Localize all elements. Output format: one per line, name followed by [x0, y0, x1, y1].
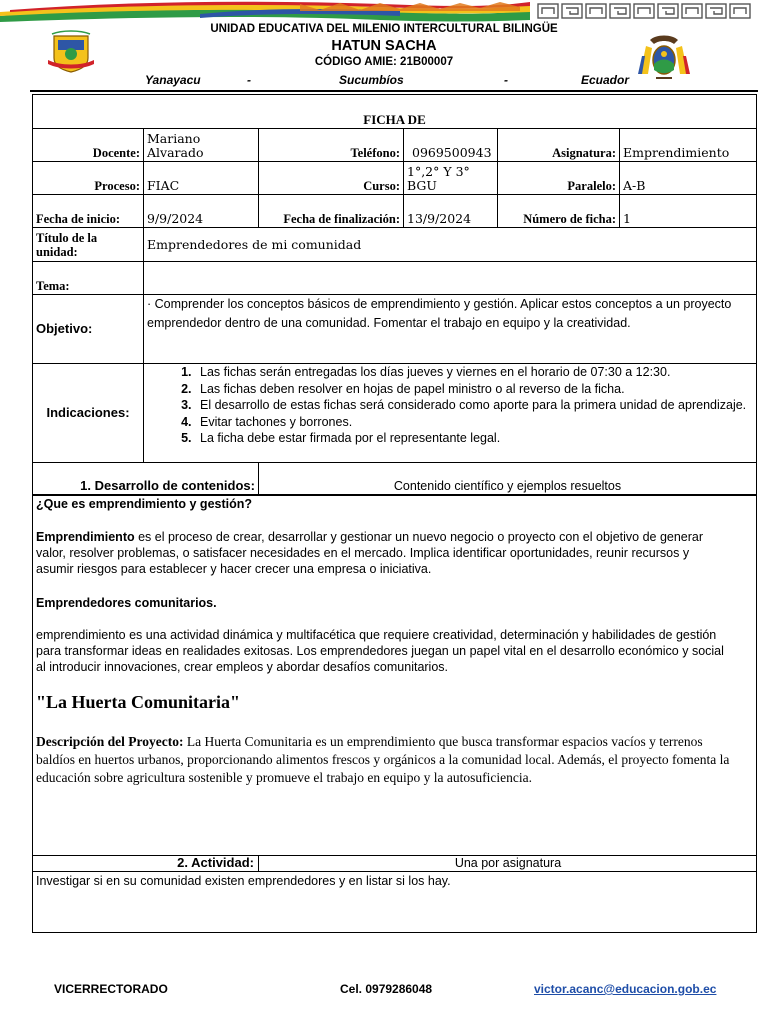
indicaciones-label: Indicaciones:: [33, 364, 144, 463]
school-title: HATUN SACHA: [331, 38, 437, 54]
unidad-label: Título de la unidad:: [33, 228, 144, 262]
numero-ficha-value: 1: [620, 195, 757, 228]
project-description: [36, 733, 730, 787]
curso-label: Curso:: [259, 162, 404, 195]
decorative-band: [0, 0, 768, 24]
info-table: [32, 94, 757, 495]
proceso-label: Proceso:: [33, 162, 144, 195]
actividad-label: 2. Actividad:: [177, 855, 254, 870]
amie-code: CÓDIGO AMIE: 21B00007: [314, 56, 454, 68]
location-parish: Yanayacu: [145, 73, 201, 87]
objetivo-label: Objetivo:: [33, 295, 144, 364]
list-item: 5. La ficha debe estar firmada por el representante legal.: [195, 430, 753, 447]
unidad-value: Emprendedores de mi comunidad: [144, 228, 757, 262]
footer-office: VICERRECTORADO: [54, 982, 168, 996]
paragraph-emprendedores: emprendimiento es una actividad dinámica y multifacética que requiere creatividad, determinación y habilidades de gestión para transformar ideas en realidades exitosas. Los emprendedores juegan un papel vital en el desarrollo económico y social al introducir innovaciones, crear empleos y abordar desafíos comunitarios.: [36, 628, 724, 674]
location-province: Sucumbíos: [339, 73, 404, 87]
paragraph-emprendimiento: [36, 529, 726, 577]
fecha-inicio-label: Fecha de inicio:: [33, 195, 144, 228]
docente-label: Docente:: [33, 129, 144, 162]
question-heading: ¿Que es emprendimiento y gestión?: [36, 497, 253, 511]
asignatura-value: Emprendimiento: [620, 129, 757, 162]
location-separator: -: [247, 73, 251, 87]
actividad-value: Una por asignatura: [454, 856, 562, 870]
location-separator: -: [504, 73, 508, 87]
fecha-fin-label: Fecha de finalización:: [259, 195, 404, 228]
tema-value: [144, 262, 757, 295]
actividad-text: Investigar si en su comunidad existen emprendedores y en listar si los hay.: [36, 874, 451, 888]
docente-value: Mariano Alvarado: [144, 129, 259, 162]
definition-text: es el proceso de crear, desarrollar y gestionar un nuevo negocio o proyecto con el objetivo de generar valor, resolver problemas, o satisfacer necesidades en el mercado. Implica identificar oportunidades, reunir recursos y asumir riesgos para establecer y hacer crecer una empresa o iniciativa.: [36, 530, 704, 576]
description-text: La Huerta Comunitaria es un emprendimiento que busca transformar espacios vacíos y terrenos baldíos en huertos urbanos, proporcionando alimentos frescos y orgánicos a la comunidad local. Además, el proyecto fomenta la educación sobre agricultura sostenible y promueve el trabajo en equipo y la autosuficiencia.: [36, 734, 730, 785]
fecha-inicio-value: 9/9/2024: [144, 195, 259, 228]
telefono-label: Teléfono:: [259, 129, 404, 162]
list-item: 1. Las fichas serán entregadas los días jueves y viernes en el horario de 07:30 a 12:30.: [195, 364, 753, 381]
indicaciones-list: [147, 364, 753, 447]
tema-label: Tema:: [33, 262, 144, 295]
fecha-fin-value: 13/9/2024: [404, 195, 498, 228]
footer-phone: Cel. 0979286048: [340, 982, 433, 996]
numero-ficha-label: Número de ficha:: [498, 195, 620, 228]
term-emprendimiento: Emprendimiento: [36, 530, 135, 544]
description-label: Descripción del Proyecto:: [36, 734, 184, 749]
objetivo-value: · Comprender los conceptos básicos de emprendimiento y gestión. Aplicar estos conceptos a un proyecto emprendedor dentro de una comunidad. Fomentar el trabajo en equipo y la creatividad.: [144, 295, 757, 364]
paralelo-label: Paralelo:: [498, 162, 620, 195]
indicaciones-cell: [144, 364, 757, 463]
project-title: "La Huerta Comunitaria": [36, 692, 240, 712]
list-item: 3. El desarrollo de estas fichas será considerado como aporte para la primera unidad de aprendizaje.: [195, 397, 753, 414]
desarrollo-value: Contenido científico y ejemplos resueltos: [259, 463, 757, 495]
footer-email-link[interactable]: victor.acanc@educacion.gob.ec: [534, 982, 717, 996]
desarrollo-label: 1. Desarrollo de contenidos:: [33, 463, 259, 495]
telefono-value: 0969500943: [404, 129, 498, 162]
curso-value: 1°,2° Y 3° BGU: [404, 162, 498, 195]
school-name: UNIDAD EDUCATIVA DEL MILENIO INTERCULTURAL BILINGÜE: [210, 23, 558, 35]
list-item: 4. Evitar tachones y borrones.: [195, 414, 753, 431]
location-country: Ecuador: [581, 73, 630, 87]
asignatura-label: Asignatura:: [498, 129, 620, 162]
proceso-value: FIAC: [144, 162, 259, 195]
paralelo-value: A-B: [620, 162, 757, 195]
header-divider: [30, 90, 758, 92]
section-heading: Emprendedores comunitarios.: [36, 596, 217, 610]
form-title: FICHA DE: [33, 95, 757, 129]
list-item: 2. Las fichas deben resolver en hojas de papel ministro o al reverso de la ficha.: [195, 381, 753, 398]
